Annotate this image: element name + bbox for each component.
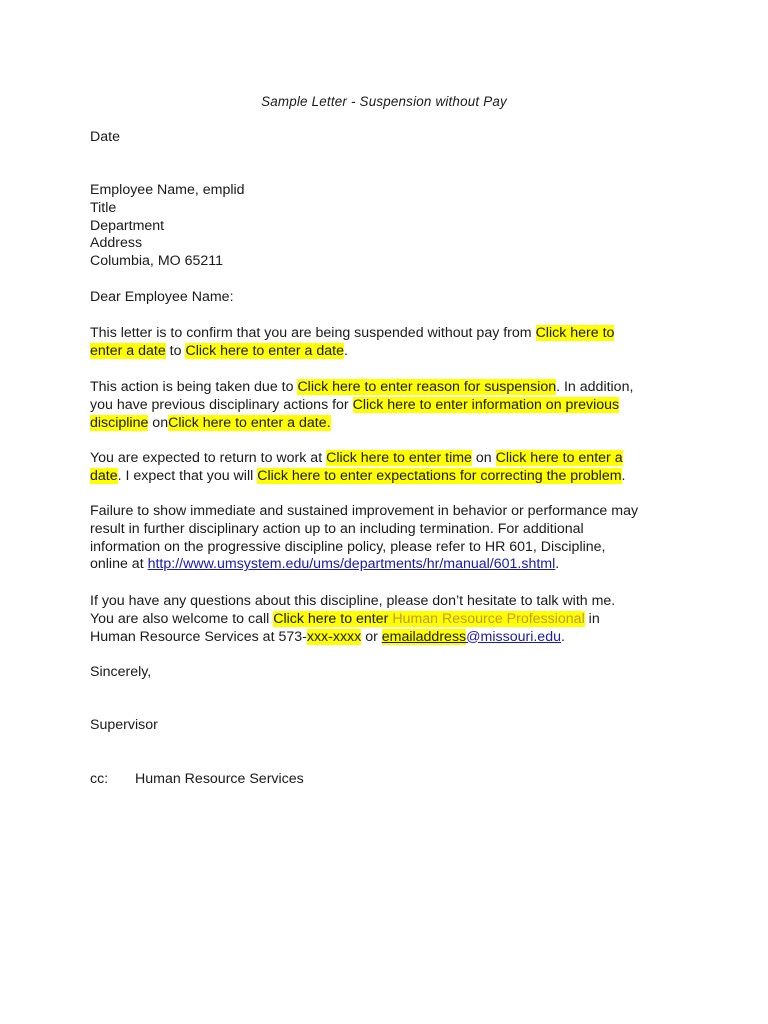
cc-value: Human Resource Services (135, 771, 304, 787)
text: . (621, 467, 626, 484)
text: result in further disciplinary action up to an including termination. For additional (90, 520, 584, 537)
phone-field[interactable]: xxx-xxxx (306, 628, 362, 645)
text: information on the progressive discipline policy, please refer to HR 601, Discipline, (90, 538, 606, 555)
text: This letter is to confirm that you are being suspended without pay from (90, 325, 536, 341)
recipient-address (90, 182, 690, 271)
closing: Sincerely, (90, 664, 152, 680)
return-date-field-cont[interactable]: date (90, 467, 118, 484)
paragraph-reason (90, 379, 690, 432)
text: If you have any questions about this discipline, please don’t hesitate to talk with me. (90, 593, 616, 609)
paragraph-failure (90, 503, 690, 574)
cc-label: cc: (90, 771, 109, 787)
recipient-address-line: Address (90, 235, 143, 252)
text: on (148, 414, 169, 431)
recipient-department: Department (90, 217, 165, 234)
text: to (165, 342, 186, 359)
previous-discipline-field-cont[interactable]: discipline (90, 414, 149, 431)
reason-field[interactable]: Click here to enter reason for suspension (297, 379, 557, 395)
hr-professional-placeholder[interactable]: Human Resource Professional (392, 610, 585, 627)
paragraph-questions (90, 593, 690, 646)
signature: Supervisor (90, 717, 158, 733)
salutation: Dear Employee Name: (90, 289, 234, 305)
date-field-start[interactable]: Click here to (535, 325, 615, 341)
text: on (471, 450, 496, 466)
text: You are expected to return to work at (90, 450, 327, 466)
return-time-field[interactable]: Click here to enter time (326, 450, 472, 466)
text: . (555, 556, 560, 573)
recipient-name: Employee Name, emplid (90, 182, 245, 198)
return-date-field[interactable]: Click here to enter a (495, 450, 623, 466)
previous-discipline-field[interactable]: Click here to enter information on previous (352, 396, 620, 413)
text: You are also welcome to call (90, 610, 274, 627)
date-field-end[interactable]: Click here to enter a date (185, 342, 344, 359)
paragraph-return (90, 450, 690, 486)
expectations-field[interactable]: Click here to enter expectations for correcting the problem (257, 467, 622, 484)
text: you have previous disciplinary actions for (90, 396, 353, 413)
text: . In addition, (556, 379, 634, 395)
email-local-field[interactable]: emailaddress (381, 628, 467, 645)
letter-title: Sample Letter - Suspension without Pay (261, 94, 507, 109)
text: . (560, 628, 565, 645)
text: . (343, 342, 348, 359)
previous-discipline-date-field[interactable]: Click here to enter a date. (168, 414, 331, 431)
email-domain-link[interactable]: @missouri.edu (466, 628, 561, 645)
paragraph-suspension (90, 325, 690, 361)
text: Failure to show immediate and sustained improvement in behavior or performance may (90, 503, 639, 519)
text: . I expect that you will (117, 467, 258, 484)
recipient-city: Columbia, MO 65211 (90, 253, 224, 270)
date-field-start-cont[interactable]: enter a date (90, 342, 166, 359)
recipient-title: Title (90, 199, 117, 216)
text: online at (90, 556, 148, 573)
policy-link[interactable]: http://www.umsystem.edu/ums/departments/hr/manual/601.shtml (147, 556, 556, 573)
text: or (361, 628, 382, 645)
text: Human Resource Services at 573- (90, 628, 307, 645)
hr-professional-field[interactable]: Click here to enter (273, 610, 393, 627)
date-line: Date (90, 129, 120, 145)
cc-line (90, 771, 690, 789)
text: in (584, 610, 600, 627)
text: This action is being taken due to (90, 379, 298, 395)
